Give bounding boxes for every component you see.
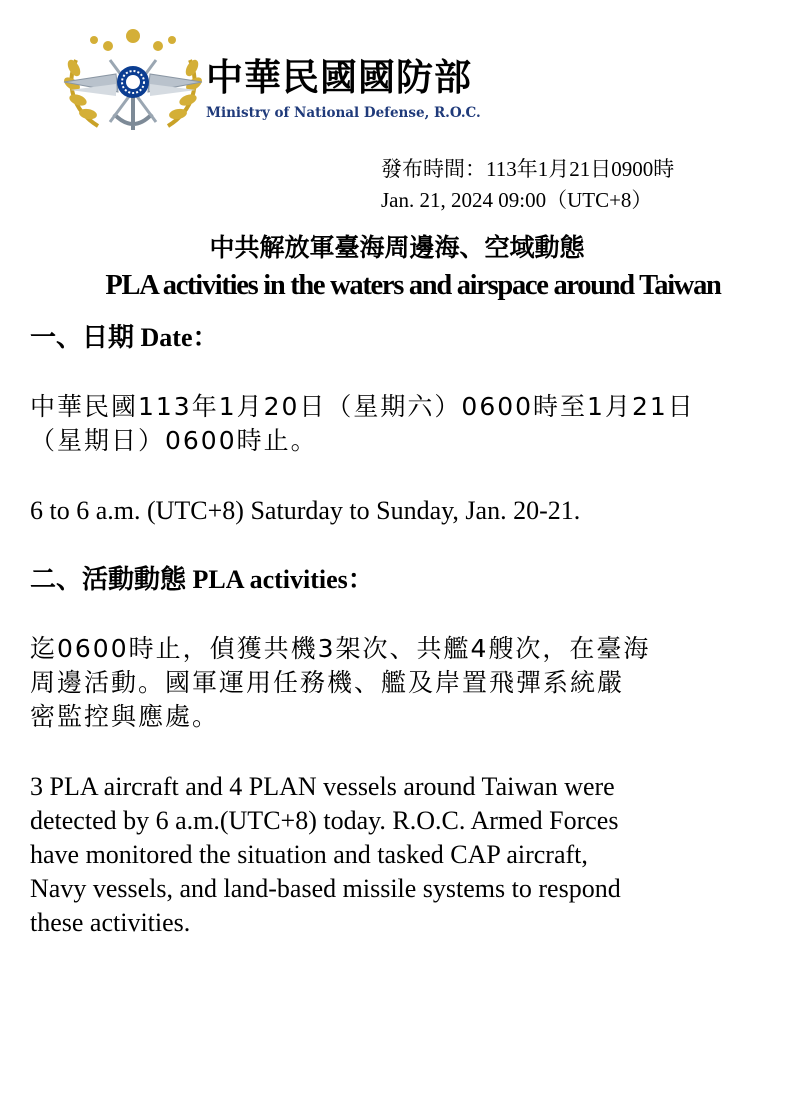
section-activities-body-en <box>30 770 770 940</box>
page-title-zh: 中共解放軍臺海周邊海、空域動態 <box>209 233 585 262</box>
org-name-zh: 中華民國國防部 <box>206 56 472 99</box>
section-activities-heading-zh: 二、活動動態 <box>30 565 187 595</box>
body-line: 3 PLA aircraft and 4 PLAN vessels around Taiwan were <box>30 772 615 801</box>
body-line: 周邊活動。國軍運用任務機、艦及岸置飛彈系統嚴 <box>30 668 625 697</box>
body-line: detected by 6 a.m.(UTC+8) today. R.O.C. Armed Forces <box>30 806 619 835</box>
body-line: Navy vessels, and land-based missile systems to respond <box>30 874 621 903</box>
section-activities-heading-en: PLA activities： <box>192 565 374 594</box>
section-date-body-en <box>30 494 770 528</box>
release-time <box>381 154 674 216</box>
body-line: 迄0600時止，偵獲共機3架次、共艦4艘次，在臺海 <box>30 634 651 663</box>
release-time-zh: 發布時間：113年1月21日0900時 <box>381 157 675 181</box>
section-date-body-zh <box>30 390 770 458</box>
body-line: these activities. <box>30 908 191 937</box>
body-line: 密監控與應處。 <box>30 702 220 731</box>
page-title-en: PLA activities in the waters and airspace around Taiwan <box>105 270 721 301</box>
org-name-en: Ministry of National Defense, R.O.C. <box>206 105 481 121</box>
section-activities-body-zh <box>30 632 770 734</box>
body-line: 6 to 6 a.m. (UTC+8) Saturday to Sunday, Jan. 20-21. <box>30 496 581 525</box>
section-activities-heading <box>30 562 374 598</box>
body-line: 中華民國113年1月20日（星期六）0600時至1月21日 <box>30 392 695 421</box>
body-line: have monitored the situation and tasked CAP aircraft, <box>30 840 588 869</box>
section-date-heading-en: Date： <box>140 323 219 352</box>
release-time-en: Jan. 21, 2024 09:00（UTC+8） <box>381 188 653 212</box>
body-line: （星期日）0600時止。 <box>30 426 318 455</box>
section-date-heading <box>30 320 219 356</box>
section-date-heading-zh: 一、日期 <box>30 323 135 353</box>
mnd-emblem-icon <box>58 26 208 138</box>
